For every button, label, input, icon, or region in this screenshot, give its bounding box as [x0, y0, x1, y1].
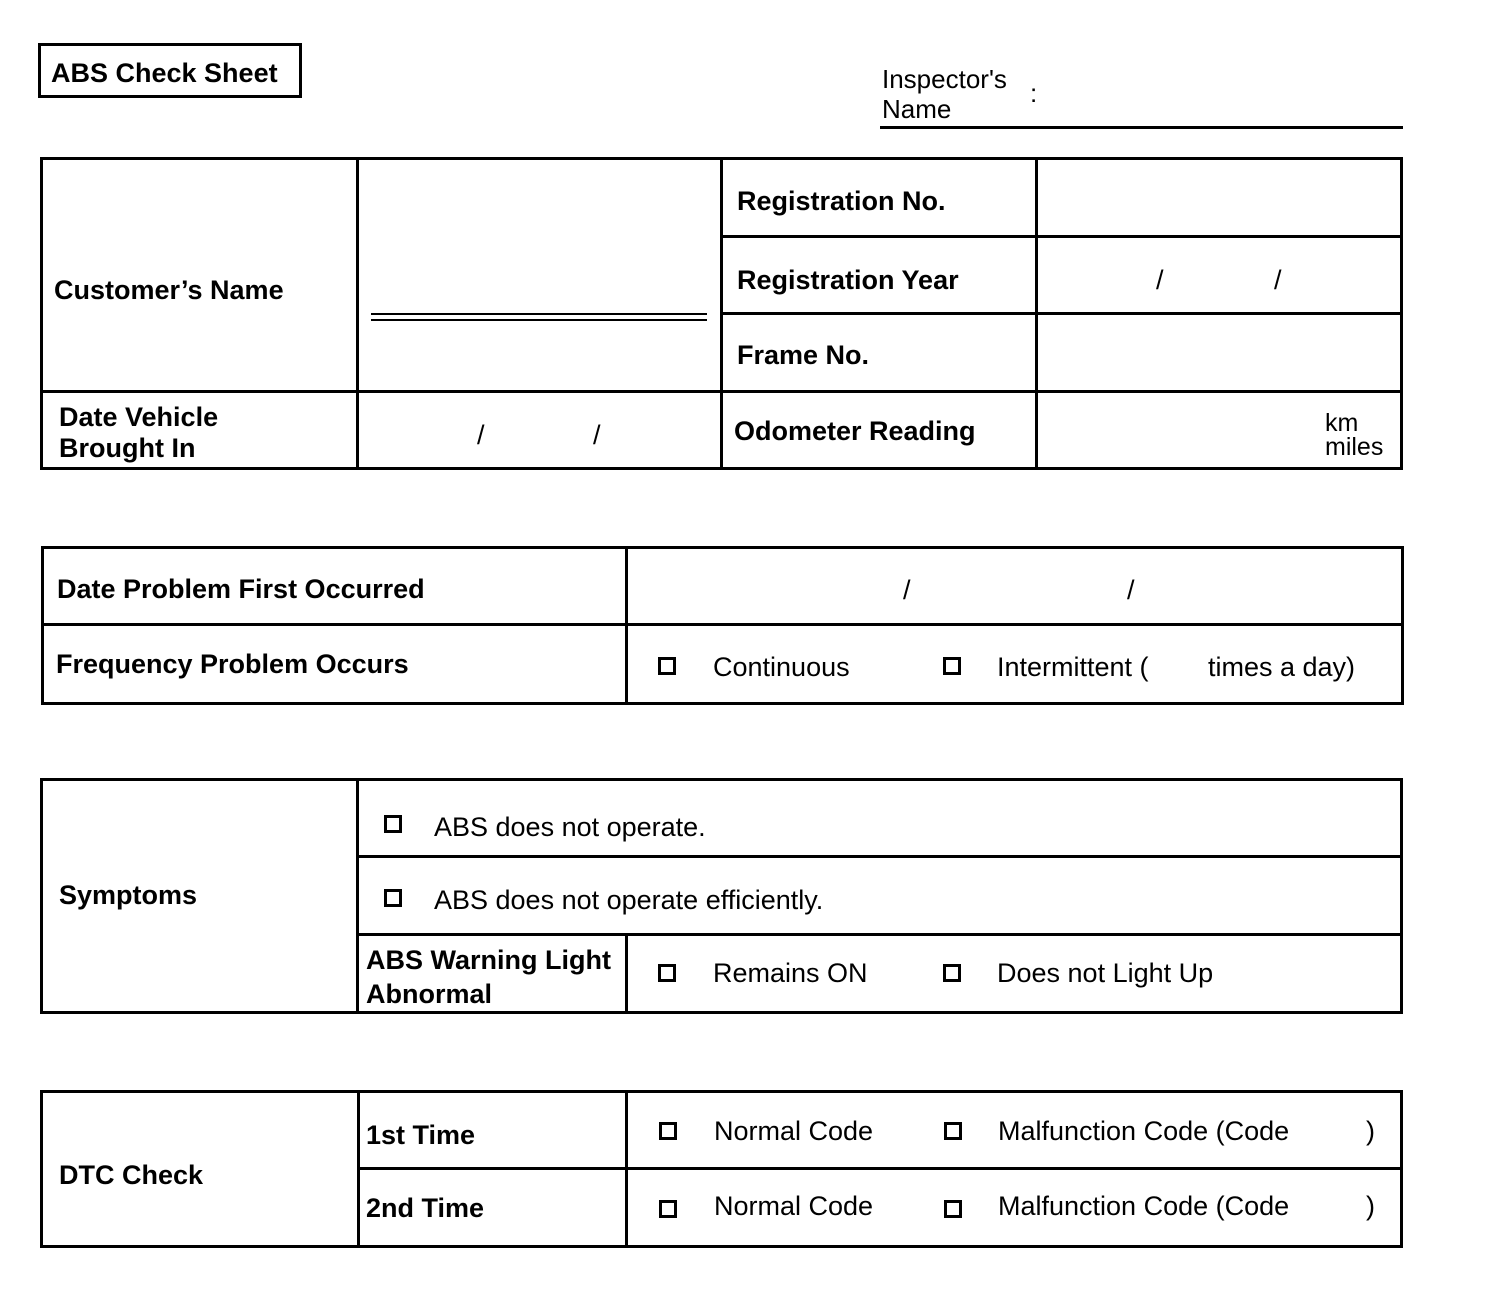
- customer-name-field[interactable]: [371, 313, 707, 315]
- dtc-check-label: DTC Check: [59, 1160, 204, 1190]
- odometer-unit-miles: miles: [1325, 433, 1384, 461]
- date-brought-in-field[interactable]: [361, 395, 717, 467]
- odometer-field[interactable]: [1040, 395, 1320, 467]
- dtc-first-normal-label: Normal Code: [714, 1116, 874, 1146]
- registration-no-field[interactable]: [1040, 162, 1398, 232]
- continuous-checkbox[interactable]: [658, 657, 676, 675]
- dtc-second-normal-checkbox[interactable]: [659, 1200, 677, 1218]
- date-first-occurred-separator-2: /: [1127, 575, 1135, 605]
- page-title: ABS Check Sheet: [51, 58, 278, 88]
- date-brought-in-separator-2: /: [593, 420, 601, 450]
- frame-no-field[interactable]: [1040, 317, 1398, 387]
- date-brought-in-label-line2: Brought In: [59, 433, 196, 463]
- not-operate-checkbox[interactable]: [384, 815, 402, 833]
- remains-on-checkbox[interactable]: [658, 964, 676, 982]
- customer-name-label: Customer’s Name: [54, 275, 284, 305]
- odometer-label: Odometer Reading: [734, 416, 976, 446]
- registration-year-label: Registration Year: [737, 265, 959, 295]
- inspector-name-field[interactable]: [880, 126, 1403, 129]
- intermittent-checkbox[interactable]: [943, 657, 961, 675]
- inspector-label-line1: Inspector's: [882, 64, 1007, 94]
- date-first-occurred-separator-1: /: [903, 575, 911, 605]
- inspector-label-line2: Name: [882, 94, 952, 124]
- reg-year-separator-1: /: [1156, 265, 1164, 295]
- not-efficient-label: ABS does not operate efficiently.: [434, 885, 824, 915]
- dtc-first-malfunction-checkbox[interactable]: [944, 1122, 962, 1140]
- odometer-unit-km: km: [1325, 409, 1359, 437]
- warning-light-label-line1: ABS Warning Light: [366, 945, 611, 975]
- continuous-label: Continuous: [713, 652, 850, 682]
- does-not-light-checkbox[interactable]: [943, 964, 961, 982]
- registration-no-label: Registration No.: [737, 186, 946, 216]
- symptoms-label: Symptoms: [59, 880, 198, 910]
- dtc-second-normal-label: Normal Code: [714, 1191, 874, 1221]
- registration-year-field[interactable]: [1040, 240, 1398, 310]
- frequency-label: Frequency Problem Occurs: [56, 649, 409, 679]
- does-not-light-label: Does not Light Up: [997, 958, 1214, 988]
- dtc-second-time-label: 2nd Time: [366, 1193, 485, 1223]
- dtc-second-close-paren: ): [1366, 1191, 1375, 1221]
- dtc-first-time-label: 1st Time: [366, 1120, 476, 1150]
- date-first-occurred-field[interactable]: [630, 551, 1399, 621]
- dtc-first-normal-checkbox[interactable]: [659, 1122, 677, 1140]
- intermittent-label: Intermittent (: [997, 652, 1149, 682]
- dtc-second-malfunction-checkbox[interactable]: [944, 1200, 962, 1218]
- not-operate-label: ABS does not operate.: [434, 812, 706, 842]
- times-a-day-label: times a day): [1208, 652, 1356, 682]
- dtc-second-malfunction-label: Malfunction Code (Code: [998, 1191, 1290, 1221]
- warning-light-label-line2: Abnormal: [366, 979, 493, 1009]
- date-brought-in-separator-1: /: [477, 420, 485, 450]
- dtc-first-malfunction-label: Malfunction Code (Code: [998, 1116, 1290, 1146]
- inspector-colon: :: [1030, 78, 1038, 108]
- frame-no-label: Frame No.: [737, 340, 870, 370]
- date-first-occurred-label: Date Problem First Occurred: [57, 574, 425, 604]
- date-brought-in-label-line1: Date Vehicle: [59, 402, 219, 432]
- remains-on-label: Remains ON: [713, 958, 868, 988]
- dtc-first-close-paren: ): [1366, 1116, 1375, 1146]
- reg-year-separator-2: /: [1274, 265, 1282, 295]
- not-efficient-checkbox[interactable]: [384, 889, 402, 907]
